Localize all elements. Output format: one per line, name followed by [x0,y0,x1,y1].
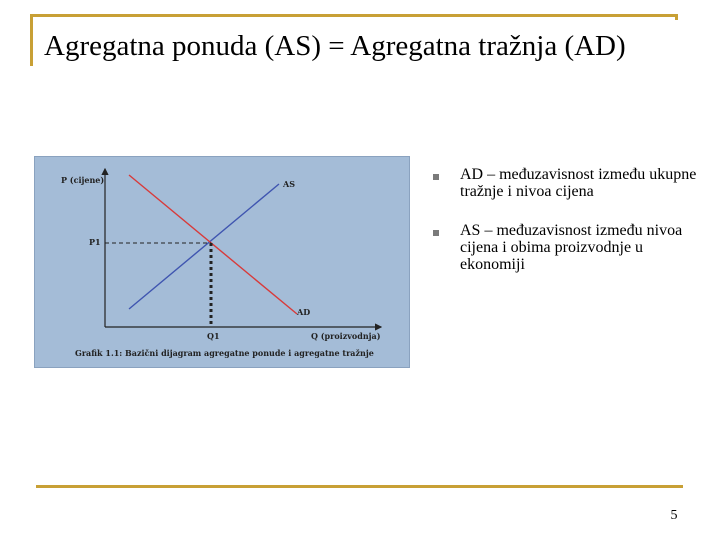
top-accent-bar [30,14,678,17]
square-bullet-icon [433,230,439,236]
bottom-accent-bar [36,485,683,488]
as-label: AS [283,179,295,189]
square-bullet-icon [433,174,439,180]
bullet-text-ad: AD – međuzavisnost između ukupne tražnje i nivoa cijena [460,166,697,200]
as-line [129,184,279,309]
ad-label: AD [297,307,311,317]
left-accent-bar [30,14,33,66]
page-number: 5 [670,508,678,523]
diagram-caption: Grafik 1.1: Bazični dijagram agregatne ponude i agregatne tražnje [75,348,374,358]
x-axis-label: Q (proizvodnja) [311,331,381,341]
right-accent-tick [675,14,678,20]
diagram-svg [35,157,409,367]
ad-line [129,175,297,314]
as-ad-diagram [34,156,410,368]
y-axis-label: P (cijene) [61,175,105,185]
q1-label: Q1 [207,331,220,341]
bullet-item-as [430,222,700,273]
slide-title: Agregatna ponuda (AS) = Agregatna tražnja (AD) [44,30,626,62]
bullet-list [430,166,700,295]
p1-label: P1 [89,237,101,247]
bullet-item-ad [430,166,700,200]
bullet-text-as: AS – međuzavisnost između nivoa cijena i obima proizvodnje u ekonomiji [460,222,683,273]
